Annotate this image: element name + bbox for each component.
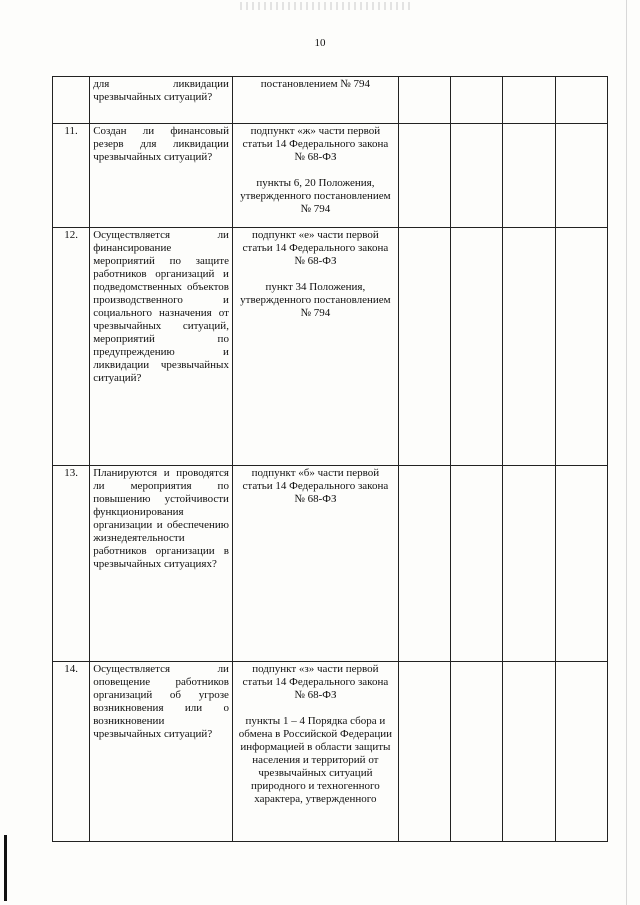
legal-basis-text: подпункт «ж» части первой статьи 14 Федерального закона № 68-ФЗ <box>242 125 389 163</box>
legal-basis-cell <box>232 228 398 466</box>
answer-na-cell <box>503 228 555 466</box>
answer-na-cell <box>503 77 555 124</box>
answer-yes-cell <box>398 77 450 124</box>
legal-basis-text: подпункт «е» части первой статьи 14 Федерального закона № 68-ФЗ <box>242 229 389 267</box>
row-number: 14. <box>53 662 90 842</box>
row-number <box>53 77 90 124</box>
scan-artifact <box>240 2 410 10</box>
page-number: 10 <box>314 37 326 49</box>
legal-basis-cell <box>232 662 398 842</box>
scan-edge-mark <box>4 835 7 901</box>
answer-yes-cell <box>398 228 450 466</box>
answer-no-cell <box>451 662 503 842</box>
table-row <box>53 466 608 662</box>
legal-basis-text: пункты 1 – 4 Порядка сбора и обмена в Российской Федерации информацией в области защиты населения и территорий от чрезвычайных ситуаций природного и техногенного характера, утвержденного <box>238 715 392 805</box>
answer-no-cell <box>451 124 503 228</box>
legal-basis-cell <box>232 77 398 124</box>
answer-yes-cell <box>398 124 450 228</box>
answer-na-cell <box>503 662 555 842</box>
question-cell: для ликвидации чрезвычайных ситуаций? <box>90 77 233 124</box>
legal-basis-text: пункты 6, 20 Положения, утвержденного постановлением № 794 <box>240 177 391 215</box>
legal-basis-cell <box>232 466 398 662</box>
row-number: 12. <box>53 228 90 466</box>
note-cell <box>555 124 607 228</box>
legal-basis-cell <box>232 124 398 228</box>
note-cell <box>555 466 607 662</box>
table-row <box>53 228 608 466</box>
table-row <box>53 77 608 124</box>
answer-no-cell <box>451 77 503 124</box>
answer-na-cell <box>503 466 555 662</box>
question-cell: Осуществляется ли финансирование мероприятий по защите работников организаций и подведомственных объектов производственного и социального назначения от чрезвычайных ситуаций, мероприятий по предупреждению и ликвидации чрезвычайных ситуаций? <box>90 228 233 466</box>
legal-basis-text: подпункт «б» части первой статьи 14 Федерального закона № 68-ФЗ <box>242 467 389 505</box>
answer-no-cell <box>451 466 503 662</box>
question-cell: Создан ли финансовый резерв для ликвидации чрезвычайных ситуаций? <box>90 124 233 228</box>
note-cell <box>555 77 607 124</box>
question-cell: Осуществляется ли оповещение работников организаций об угрозе возникновения или о возникновении чрезвычайных ситуаций? <box>90 662 233 842</box>
table-row <box>53 662 608 842</box>
question-cell: Планируются и проводятся ли мероприятия по повышению устойчивости функционирования организации и обеспечению жизнедеятельности работников организации в чрезвычайных ситуациях? <box>90 466 233 662</box>
answer-yes-cell <box>398 466 450 662</box>
legal-basis-text: постановлением № 794 <box>260 78 371 90</box>
answer-no-cell <box>451 228 503 466</box>
row-number: 13. <box>53 466 90 662</box>
note-cell <box>555 228 607 466</box>
legal-basis-text: подпункт «з» части первой статьи 14 Федерального закона № 68-ФЗ <box>242 663 389 701</box>
note-cell <box>555 662 607 842</box>
checklist-table <box>52 76 608 842</box>
row-number: 11. <box>53 124 90 228</box>
legal-basis-text: пункт 34 Положения, утвержденного постановлением № 794 <box>240 281 391 319</box>
table-row <box>53 124 608 228</box>
answer-na-cell <box>503 124 555 228</box>
scan-edge-line <box>626 0 627 905</box>
answer-yes-cell <box>398 662 450 842</box>
